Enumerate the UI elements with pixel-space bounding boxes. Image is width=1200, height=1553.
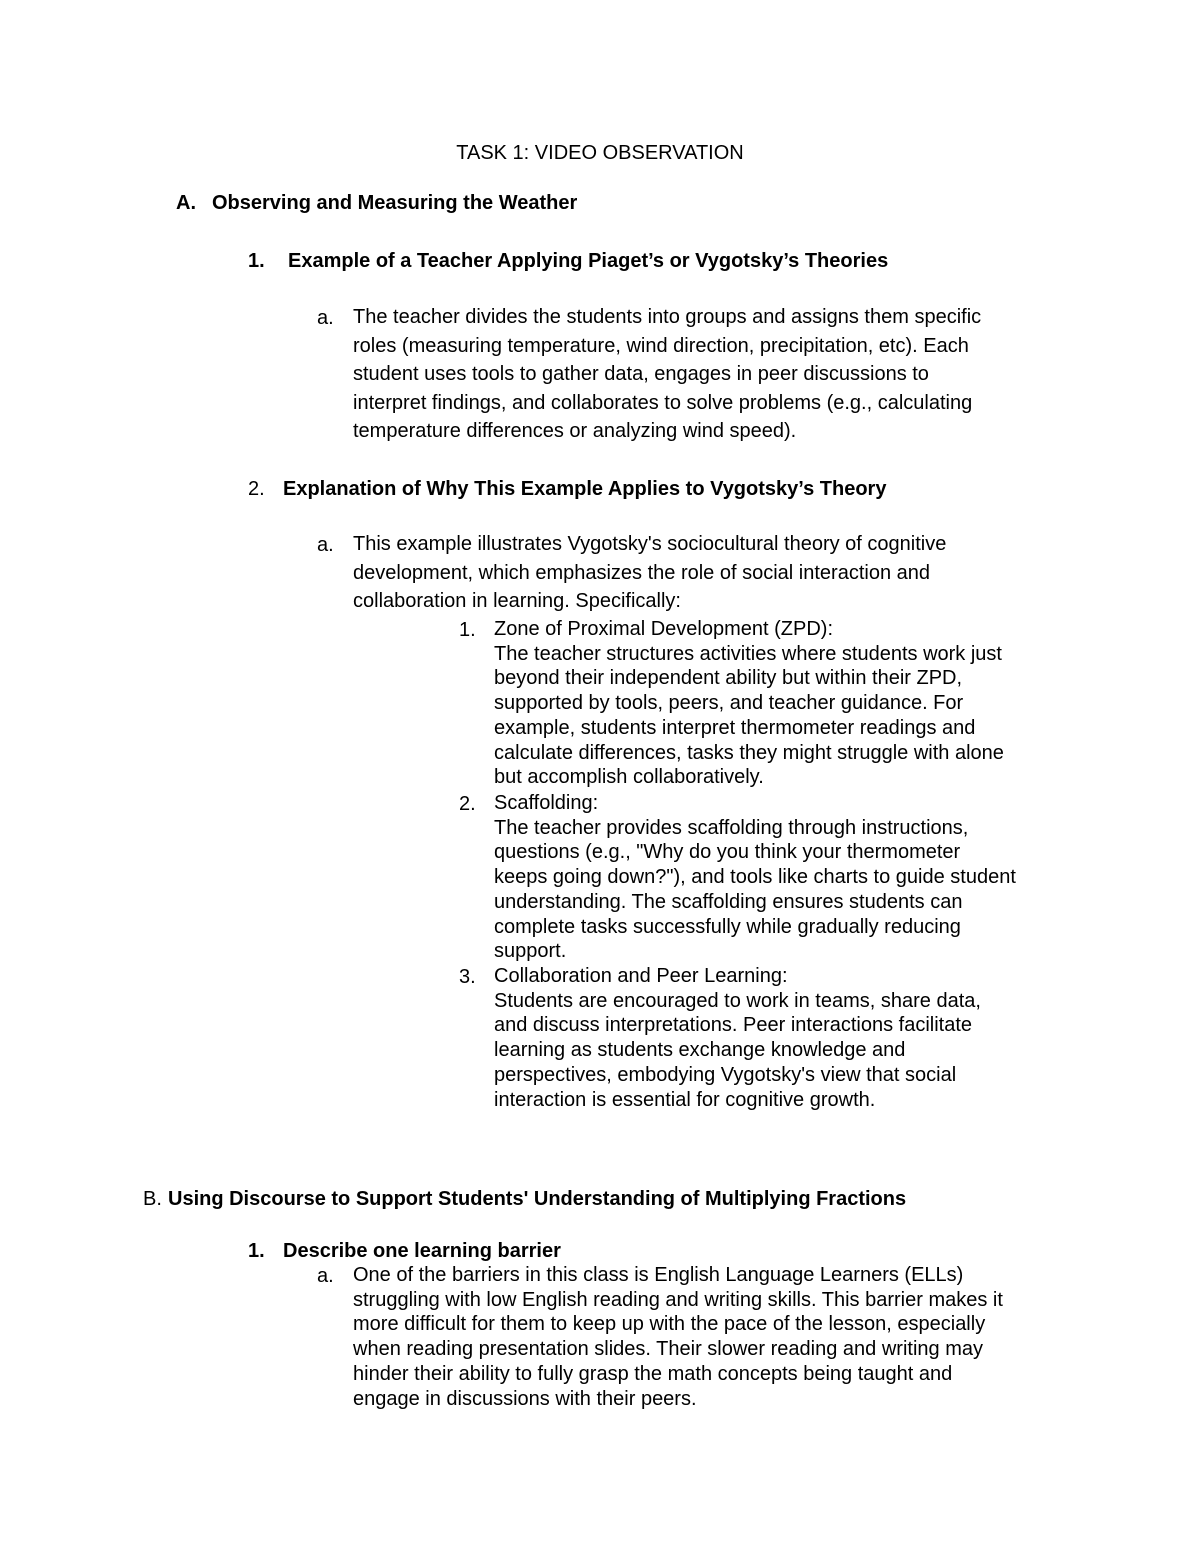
subitem-line: example, students interpret thermometer readings and	[494, 716, 976, 739]
subitem-line: interaction is essential for cognitive growth.	[494, 1088, 876, 1111]
subitem-line: Students are encouraged to work in teams, share data,	[494, 989, 981, 1012]
paragraph-line: struggling with low English reading and writing skills. This barrier makes it	[353, 1288, 1003, 1311]
paragraph-line: interpret findings, and collaborates to solve problems (e.g., calculating	[353, 391, 973, 414]
item-a1-a-marker: a.	[317, 307, 334, 329]
subitem-2-marker: 2.	[459, 793, 476, 815]
paragraph-line: when reading presentation slides. Their slower reading and writing may	[353, 1338, 983, 1361]
subitem-1-marker: 1.	[459, 619, 476, 641]
subitem-1-text	[494, 617, 1004, 790]
subitem-line: learning as students exchange knowledge and	[494, 1039, 906, 1062]
paragraph-line: roles (measuring temperature, wind direction, precipitation, etc). Each	[353, 334, 969, 357]
paragraph-line: more difficult for them to keep up with the pace of the lesson, especially	[353, 1313, 986, 1336]
subitem-line: understanding. The scaffolding ensures students can	[494, 890, 963, 913]
subitem-line: and discuss interpretations. Peer interactions facilitate	[494, 1014, 973, 1037]
subitem-line: perspectives, embodying Vygotsky's view that social	[494, 1063, 957, 1086]
paragraph-line: The teacher divides the students into groups and assigns them specific	[353, 306, 982, 328]
subitem-line: support.	[494, 940, 567, 963]
paragraph-line: collaboration in learning. Specifically:	[353, 590, 681, 612]
subitem-3-text	[494, 964, 981, 1112]
subitem-line: questions (e.g., "Why do you think your thermometer	[494, 841, 961, 864]
paragraph-line: temperature differences or analyzing wind speed).	[353, 420, 797, 442]
paragraph-line: This example illustrates Vygotsky's sociocultural theory of cognitive	[353, 533, 947, 555]
paragraph-line: development, which emphasizes the role of social interaction and	[353, 561, 930, 584]
paragraph-line: engage in discussions with their peers.	[353, 1387, 697, 1410]
subitem-line: supported by tools, peers, and teacher guidance. For	[494, 692, 964, 715]
item-b1-a-paragraph	[353, 1263, 1003, 1411]
paragraph-line: hinder their ability to fully grasp the math concepts being taught and	[353, 1362, 953, 1385]
subitem-line: but accomplish collaboratively.	[494, 766, 764, 789]
subitem-3-marker: 3.	[459, 966, 476, 988]
item-b1-heading: Describe one learning barrier	[283, 1240, 561, 1262]
paragraph-line: One of the barriers in this class is English Language Learners (ELLs)	[353, 1264, 964, 1286]
item-a2-marker: 2.	[248, 478, 265, 500]
subitem-line: The teacher structures activities where students work just	[494, 642, 1002, 665]
item-a2-a-marker: a.	[317, 534, 334, 556]
section-b-marker: B.	[143, 1188, 162, 1210]
section-b-heading: Using Discourse to Support Students' Understanding of Multiplying Fractions	[168, 1188, 907, 1210]
subitem-line: Scaffolding:	[494, 792, 599, 814]
item-a2-a-paragraph	[353, 530, 946, 616]
subitem-line: calculate differences, tasks they might struggle with alone	[494, 741, 1004, 764]
page-title: TASK 1: VIDEO OBSERVATION	[456, 142, 744, 164]
subitem-line: keeps going down?"), and tools like charts to guide student	[494, 866, 1016, 889]
subitem-2-text	[494, 791, 1016, 964]
paragraph-line: student uses tools to gather data, engages in peer discussions to	[353, 363, 929, 385]
item-a1-marker: 1.	[248, 250, 265, 272]
item-a1-heading: Example of a Teacher Applying Piaget’s or Vygotsky’s Theories	[288, 250, 889, 272]
item-b1-marker: 1.	[248, 1240, 265, 1262]
subitem-line: beyond their independent ability but within their ZPD,	[494, 667, 963, 690]
section-a-marker: A.	[176, 192, 196, 214]
subitem-line: The teacher provides scaffolding through instructions,	[494, 816, 969, 839]
subitem-line: Zone of Proximal Development (ZPD):	[494, 618, 834, 640]
item-a1-a-paragraph	[353, 303, 981, 446]
subitem-line: complete tasks successfully while gradually reducing	[494, 915, 961, 938]
item-a2-heading: Explanation of Why This Example Applies to Vygotsky’s Theory	[283, 478, 887, 500]
subitem-line: Collaboration and Peer Learning:	[494, 965, 788, 987]
section-a-heading: Observing and Measuring the Weather	[212, 192, 578, 214]
item-b1-a-marker: a.	[317, 1265, 334, 1287]
